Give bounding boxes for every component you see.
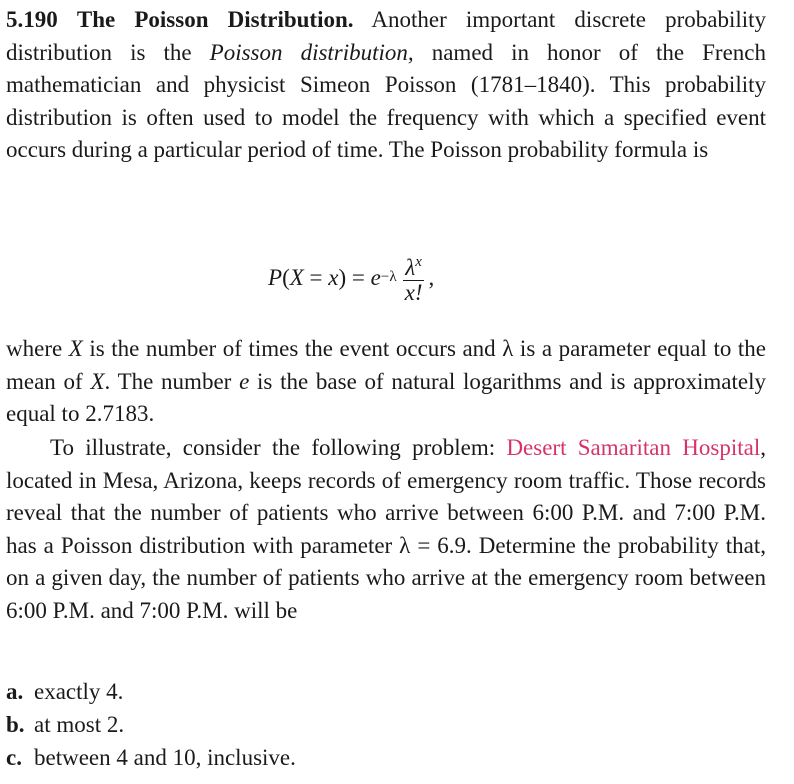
para2-text-2: is the number of times the event occurs and λ is a parameter equal to the mean of — [6, 336, 766, 394]
intro-text: Another important discrete probability distribution is the — [6, 7, 767, 65]
formula-inner-eq: = — [303, 264, 329, 290]
para2-text-3: . The number — [104, 368, 240, 394]
para3-text-1: To illustrate, consider the following problem: — [50, 435, 507, 460]
definition-paragraph — [6, 333, 766, 431]
item-text: at most 2. — [34, 711, 125, 737]
para3-text-2: , located in Mesa, Arizona, keeps records of emergency room traffic. Those records reveal that the number of patients who arrive between 6:00 P.M. and 7:00 P.M. has a Poisson distribution with parameter λ = 6.9. Determine the probability that, on a given day, the number of patients who arrive at the emergency room between 6:00 P.M. and 7:00 P.M. will be — [6, 435, 766, 623]
question-list — [6, 676, 766, 774]
list-item — [6, 742, 766, 775]
illustration-paragraph — [6, 432, 766, 627]
numerator-exponent: x — [415, 254, 422, 270]
item-text: exactly 4. — [34, 679, 124, 704]
formula-X: X — [289, 264, 304, 290]
item-label: c. — [6, 744, 22, 770]
formula-trailing-comma: , — [428, 264, 435, 290]
poisson-formula — [268, 250, 434, 305]
formula-x: x — [328, 264, 339, 290]
problem-title: The Poisson Distribution. — [76, 7, 354, 32]
numerator-lambda: λ — [405, 255, 416, 280]
item-text: between 4 and 10, inclusive. — [34, 744, 296, 770]
hospital-link[interactable]: Desert Samaritan Hospital — [506, 435, 761, 460]
item-label: a. — [6, 679, 24, 704]
intro-rest: named in honor of the French mathematician and physicist Simeon Poisson (1781–1840). This probability distribution is often used to model the frequency with which a specified event occurs during a particular period of time. The Poisson probability formula is — [6, 39, 766, 162]
poisson-term: Poisson distribution, — [209, 39, 414, 65]
var-X-2: X — [90, 368, 105, 394]
fraction-numerator — [403, 250, 424, 280]
formula-paren-close: ) — [338, 264, 347, 290]
para2-text-4: is the base of natural logarithms and is approximately equal to 2.7183. — [6, 368, 766, 426]
formula-base: e — [370, 264, 381, 290]
item-label: b. — [6, 711, 25, 737]
formula-exponent: −λ — [380, 269, 397, 285]
var-e: e — [239, 368, 250, 394]
formula-eq: = — [346, 264, 371, 290]
formula-p: P — [268, 264, 283, 290]
para2-text-1: where — [6, 336, 69, 361]
formula-paren-open: ( — [282, 264, 290, 290]
list-item — [6, 676, 766, 709]
var-X-1: X — [68, 336, 83, 361]
list-item — [6, 709, 766, 742]
fraction-denominator: x! — [404, 280, 423, 305]
formula-fraction — [403, 250, 425, 305]
problem-number: 5.190 — [6, 7, 58, 32]
intro-paragraph — [6, 4, 766, 167]
